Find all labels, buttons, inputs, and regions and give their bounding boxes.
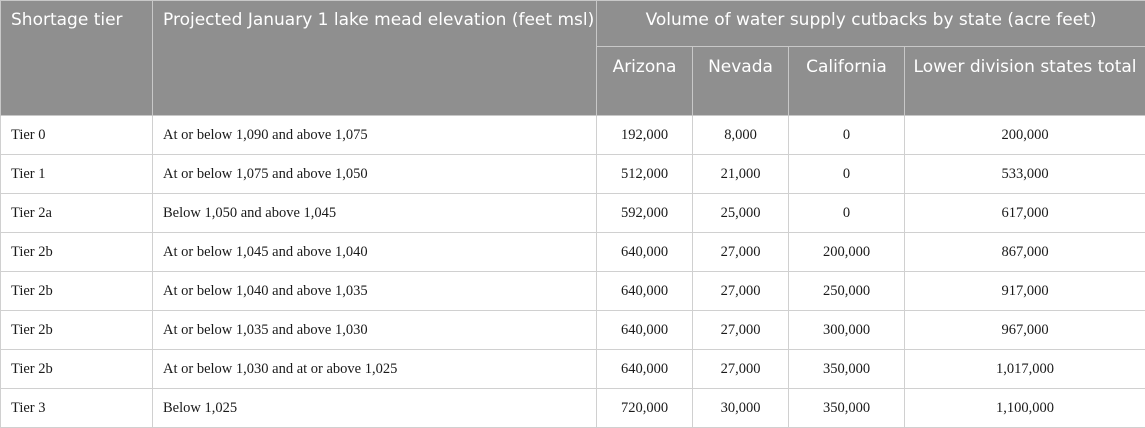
table-row — [1, 155, 1145, 194]
header-elevation: Projected January 1 lake mead elevation (feet msl) — [153, 1, 597, 116]
cell-california: 0 — [789, 155, 905, 194]
cell-nevada: 8,000 — [693, 116, 789, 155]
cell-nevada: 21,000 — [693, 155, 789, 194]
header-volume-group: Volume of water supply cutbacks by state (acre feet) — [597, 1, 1145, 47]
table-header — [1, 1, 1145, 116]
header-nevada: Nevada — [693, 47, 789, 116]
cell-total: 533,000 — [905, 155, 1145, 194]
cell-california: 200,000 — [789, 233, 905, 272]
cell-tier: Tier 2b — [1, 233, 153, 272]
cell-arizona: 640,000 — [597, 233, 693, 272]
header-california: California — [789, 47, 905, 116]
cell-california: 300,000 — [789, 311, 905, 350]
cell-elevation: At or below 1,040 and above 1,035 — [153, 272, 597, 311]
cell-tier: Tier 0 — [1, 116, 153, 155]
table-row — [1, 233, 1145, 272]
cell-elevation: At or below 1,090 and above 1,075 — [153, 116, 597, 155]
cell-tier: Tier 2b — [1, 350, 153, 389]
table-body — [1, 116, 1145, 428]
cell-nevada: 25,000 — [693, 194, 789, 233]
cell-elevation: At or below 1,045 and above 1,040 — [153, 233, 597, 272]
cell-elevation: At or below 1,030 and at or above 1,025 — [153, 350, 597, 389]
header-arizona: Arizona — [597, 47, 693, 116]
cell-arizona: 640,000 — [597, 272, 693, 311]
cell-california: 0 — [789, 116, 905, 155]
header-lower-division-total: Lower division states total — [905, 47, 1145, 116]
table-row — [1, 116, 1145, 155]
cell-elevation: Below 1,050 and above 1,045 — [153, 194, 597, 233]
table-row — [1, 194, 1145, 233]
cell-total: 967,000 — [905, 311, 1145, 350]
cell-nevada: 27,000 — [693, 233, 789, 272]
table-row — [1, 311, 1145, 350]
cell-california: 0 — [789, 194, 905, 233]
cell-total: 917,000 — [905, 272, 1145, 311]
cell-arizona: 640,000 — [597, 311, 693, 350]
cell-arizona: 192,000 — [597, 116, 693, 155]
cell-total: 1,017,000 — [905, 350, 1145, 389]
cell-tier: Tier 3 — [1, 389, 153, 428]
cell-california: 350,000 — [789, 350, 905, 389]
cell-california: 350,000 — [789, 389, 905, 428]
cell-arizona: 720,000 — [597, 389, 693, 428]
table-row — [1, 350, 1145, 389]
cell-nevada: 30,000 — [693, 389, 789, 428]
cell-total: 200,000 — [905, 116, 1145, 155]
cell-total: 867,000 — [905, 233, 1145, 272]
cell-nevada: 27,000 — [693, 272, 789, 311]
cell-tier: Tier 2a — [1, 194, 153, 233]
cell-arizona: 592,000 — [597, 194, 693, 233]
cell-total: 617,000 — [905, 194, 1145, 233]
cell-nevada: 27,000 — [693, 311, 789, 350]
cell-total: 1,100,000 — [905, 389, 1145, 428]
table-row — [1, 389, 1145, 428]
cell-tier: Tier 2b — [1, 272, 153, 311]
cell-tier: Tier 2b — [1, 311, 153, 350]
header-shortage-tier: Shortage tier — [1, 1, 153, 116]
cell-arizona: 512,000 — [597, 155, 693, 194]
cell-arizona: 640,000 — [597, 350, 693, 389]
cell-california: 250,000 — [789, 272, 905, 311]
cell-elevation: At or below 1,075 and above 1,050 — [153, 155, 597, 194]
cell-nevada: 27,000 — [693, 350, 789, 389]
cell-tier: Tier 1 — [1, 155, 153, 194]
table-row — [1, 272, 1145, 311]
cell-elevation: Below 1,025 — [153, 389, 597, 428]
cell-elevation: At or below 1,035 and above 1,030 — [153, 311, 597, 350]
